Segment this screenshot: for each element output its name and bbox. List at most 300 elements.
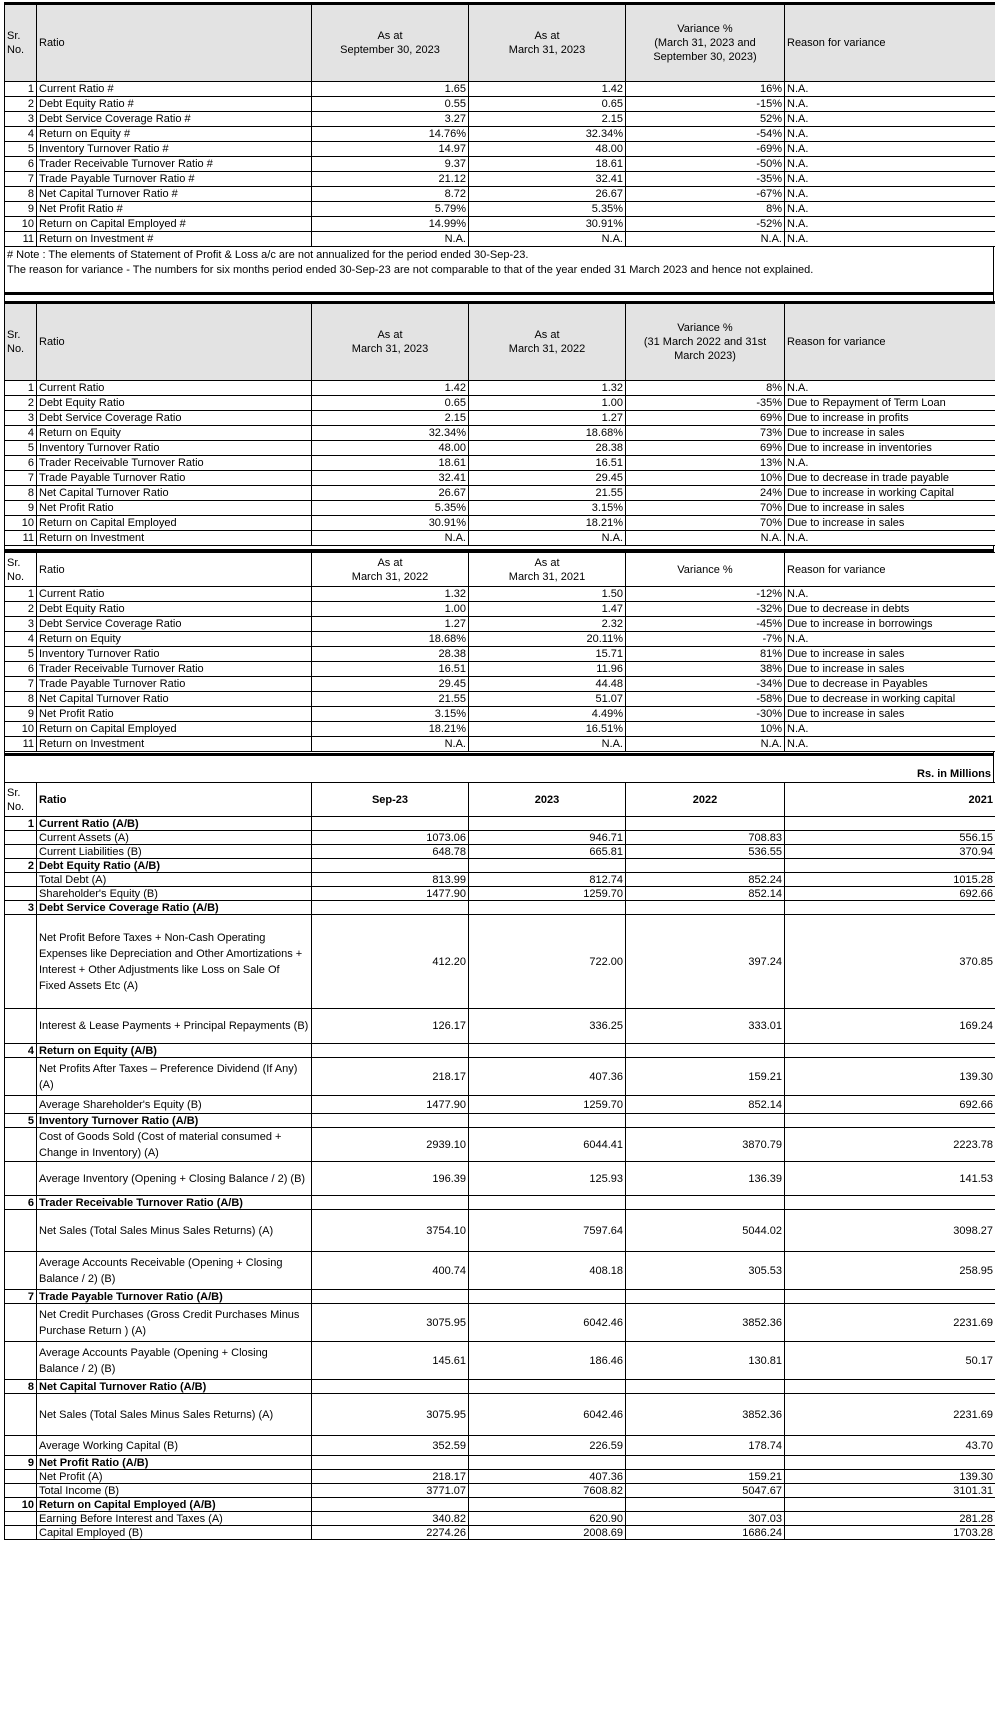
component-row [5, 1128, 995, 1162]
variance-cell: -15% [626, 97, 785, 112]
value-cell [469, 1498, 626, 1512]
value-cell: 5044.02 [626, 1210, 785, 1252]
component-label: Interest & Lease Payments + Principal Repayments (B) [37, 1009, 312, 1044]
col-header-mar-2021: As at March 31, 2021 [469, 553, 626, 587]
component-row [5, 1394, 995, 1436]
col-header-mar-2022: As at March 31, 2022 [469, 303, 626, 381]
reason-cell: Due to increase in profits [785, 411, 995, 426]
value-cell: 125.93 [469, 1162, 626, 1196]
value-cell [626, 1290, 785, 1304]
variance-cell: 69% [626, 441, 785, 456]
value-cell: 397.24 [626, 915, 785, 1009]
value-cell: 2.32 [469, 617, 626, 632]
sr-no-cell [5, 845, 37, 859]
value-cell [312, 817, 469, 831]
value-cell: 536.55 [626, 845, 785, 859]
value-cell [469, 859, 626, 873]
value-cell: 6044.41 [469, 1128, 626, 1162]
value-cell: 3.15% [469, 501, 626, 516]
value-cell: 178.74 [626, 1436, 785, 1456]
ratio-section-title: Return on Capital Employed (A/B) [37, 1498, 312, 1512]
col-header-reason: Reason for variance [785, 553, 995, 587]
value-cell: 50.17 [785, 1342, 995, 1380]
table-row [5, 662, 995, 677]
value-cell: 946.71 [469, 831, 626, 845]
value-cell: 0.55 [312, 97, 469, 112]
value-cell [312, 1456, 469, 1470]
sr-no-cell: 10 [5, 722, 37, 737]
component-row [5, 1096, 995, 1114]
value-cell: 5047.67 [626, 1484, 785, 1498]
value-cell [626, 1044, 785, 1058]
ratio-section-title: Trade Payable Turnover Ratio (A/B) [37, 1290, 312, 1304]
table-row [5, 722, 995, 737]
variance-cell: 10% [626, 722, 785, 737]
component-label: Net Profit Before Taxes + Non-Cash Operating Expenses like Depreciation and Other Amortizations + Interest + Other Adjustments like Loss on Sale Of Fixed Assets Etc (A) [37, 915, 312, 1009]
value-cell: 1.00 [312, 602, 469, 617]
value-cell: 1259.70 [469, 887, 626, 901]
variance-cell: -45% [626, 617, 785, 632]
table-row [5, 112, 995, 127]
component-row [5, 1009, 995, 1044]
variance-cell: 73% [626, 426, 785, 441]
value-cell: 708.83 [626, 831, 785, 845]
variance-cell: 81% [626, 647, 785, 662]
value-cell [469, 901, 626, 915]
reason-cell: N.A. [785, 232, 995, 247]
value-cell: 1477.90 [312, 887, 469, 901]
ratio-name-cell: Return on Equity [37, 632, 312, 647]
sr-no-cell: 1 [5, 381, 37, 396]
component-row [5, 1526, 995, 1540]
ratio-name-cell: Inventory Turnover Ratio [37, 647, 312, 662]
value-cell [626, 1114, 785, 1128]
col-header-variance: Variance % [626, 553, 785, 587]
table-row [5, 142, 995, 157]
value-cell: 1.32 [312, 587, 469, 602]
value-cell [785, 1044, 995, 1058]
ratio-name-cell: Debt Service Coverage Ratio [37, 617, 312, 632]
value-cell: 3075.95 [312, 1304, 469, 1342]
ratio-name-cell: Return on Capital Employed # [37, 217, 312, 232]
variance-cell: -69% [626, 142, 785, 157]
value-cell: N.A. [312, 232, 469, 247]
ratio-name-cell: Net Capital Turnover Ratio [37, 486, 312, 501]
ratio-name-cell: Return on Investment [37, 737, 312, 752]
value-cell: 139.30 [785, 1470, 995, 1484]
sr-no-cell: 10 [5, 1498, 37, 1512]
value-cell: 692.66 [785, 887, 995, 901]
component-label: Net Profits After Taxes – Preference Dividend (If Any) (A) [37, 1058, 312, 1096]
value-cell [626, 1196, 785, 1210]
value-cell [312, 1498, 469, 1512]
reason-cell: N.A. [785, 97, 995, 112]
col-header-sep-2023: As at September 30, 2023 [312, 4, 469, 82]
table-row [5, 411, 995, 426]
reason-cell: N.A. [785, 157, 995, 172]
value-cell [785, 817, 995, 831]
ratio-name-cell: Debt Equity Ratio [37, 602, 312, 617]
value-cell: 5.35% [312, 501, 469, 516]
table-row [5, 172, 995, 187]
value-cell: 18.68% [312, 632, 469, 647]
value-cell: 1.27 [312, 617, 469, 632]
value-cell: 21.55 [469, 486, 626, 501]
component-label: Net Sales (Total Sales Minus Sales Returns) (A) [37, 1394, 312, 1436]
variance-cell: 8% [626, 202, 785, 217]
variance-cell: 69% [626, 411, 785, 426]
ratio-section-title: Debt Service Coverage Ratio (A/B) [37, 901, 312, 915]
sr-no-cell: 3 [5, 901, 37, 915]
value-cell [785, 1498, 995, 1512]
sr-no-cell [5, 1096, 37, 1114]
table-row [5, 157, 995, 172]
value-cell: 186.46 [469, 1342, 626, 1380]
table-header-row [5, 783, 995, 817]
variance-cell: N.A. [626, 232, 785, 247]
table-row [5, 516, 995, 531]
component-label: Earning Before Interest and Taxes (A) [37, 1512, 312, 1526]
value-cell: 126.17 [312, 1009, 469, 1044]
value-cell: N.A. [469, 737, 626, 752]
sr-no-cell: 6 [5, 1196, 37, 1210]
value-cell: 1.42 [312, 381, 469, 396]
sr-no-cell: 9 [5, 1456, 37, 1470]
ratio-name-cell: Debt Service Coverage Ratio [37, 411, 312, 426]
table-header-row [5, 553, 995, 587]
reason-cell: N.A. [785, 82, 995, 97]
sr-no-cell: 5 [5, 1114, 37, 1128]
sr-no-cell: 1 [5, 817, 37, 831]
ratio-name-cell: Debt Service Coverage Ratio # [37, 112, 312, 127]
ratio-name-cell: Current Ratio [37, 587, 312, 602]
reason-cell: Due to increase in sales [785, 662, 995, 677]
value-cell: 407.36 [469, 1470, 626, 1484]
ratio-name-cell: Trade Payable Turnover Ratio # [37, 172, 312, 187]
value-cell: 32.41 [469, 172, 626, 187]
value-cell: 18.61 [469, 157, 626, 172]
component-label: Cost of Goods Sold (Cost of material consumed + Change in Inventory) (A) [37, 1128, 312, 1162]
sr-no-cell: 7 [5, 677, 37, 692]
sr-no-cell [5, 1436, 37, 1456]
variance-cell: 70% [626, 501, 785, 516]
ratio-name-cell: Trader Receivable Turnover Ratio [37, 456, 312, 471]
value-cell: 4.49% [469, 707, 626, 722]
sr-no-cell: 6 [5, 662, 37, 677]
table-row [5, 381, 995, 396]
value-cell: 1.47 [469, 602, 626, 617]
value-cell: 139.30 [785, 1058, 995, 1096]
sr-no-cell: 4 [5, 632, 37, 647]
ratio-name-cell: Trade Payable Turnover Ratio [37, 471, 312, 486]
ratio-section-row [5, 1290, 995, 1304]
sr-no-cell [5, 1342, 37, 1380]
sr-no-cell [5, 1526, 37, 1540]
sr-no-cell [5, 1210, 37, 1252]
variance-cell: -67% [626, 187, 785, 202]
variance-cell: 8% [626, 381, 785, 396]
sr-no-cell: 2 [5, 602, 37, 617]
reason-cell: Due to Repayment of Term Loan [785, 396, 995, 411]
value-cell: 2231.69 [785, 1394, 995, 1436]
value-cell [312, 1044, 469, 1058]
ratio-table-mar2023 [4, 301, 995, 546]
value-cell: 407.36 [469, 1058, 626, 1096]
variance-cell: 24% [626, 486, 785, 501]
table-row [5, 97, 995, 112]
value-cell: 0.65 [312, 396, 469, 411]
sr-no-cell: 9 [5, 501, 37, 516]
col-header-mar-2023: As at March 31, 2023 [469, 4, 626, 82]
value-cell [785, 1114, 995, 1128]
ratio-name-cell: Current Ratio # [37, 82, 312, 97]
value-cell [469, 1196, 626, 1210]
reason-cell: N.A. [785, 112, 995, 127]
reason-cell: Due to decrease in working capital [785, 692, 995, 707]
ratio-name-cell: Net Profit Ratio # [37, 202, 312, 217]
ratio-section-row [5, 1498, 995, 1512]
sr-no-cell: 5 [5, 142, 37, 157]
table-row [5, 632, 995, 647]
value-cell: 258.95 [785, 1252, 995, 1290]
value-cell: 370.85 [785, 915, 995, 1009]
variance-cell: 70% [626, 516, 785, 531]
value-cell: N.A. [312, 531, 469, 546]
value-cell: 281.28 [785, 1512, 995, 1526]
reason-cell: N.A. [785, 127, 995, 142]
component-label: Average Shareholder's Equity (B) [37, 1096, 312, 1114]
component-row [5, 1470, 995, 1484]
value-cell: 3101.31 [785, 1484, 995, 1498]
reason-cell: N.A. [785, 531, 995, 546]
ratio-section-title: Current Ratio (A/B) [37, 817, 312, 831]
value-cell: 852.14 [626, 887, 785, 901]
value-cell: 1477.90 [312, 1096, 469, 1114]
ratio-name-cell: Return on Equity # [37, 127, 312, 142]
ratio-section-row [5, 859, 995, 873]
value-cell: 130.81 [626, 1342, 785, 1380]
value-cell: 51.07 [469, 692, 626, 707]
table1-notes [4, 247, 994, 295]
component-row [5, 1058, 995, 1096]
variance-cell: 16% [626, 82, 785, 97]
reason-cell: N.A. [785, 632, 995, 647]
reason-cell: Due to increase in inventories [785, 441, 995, 456]
ratio-section-title: Inventory Turnover Ratio (A/B) [37, 1114, 312, 1128]
value-cell: 7597.64 [469, 1210, 626, 1252]
component-label: Net Credit Purchases (Gross Credit Purchases Minus Purchase Return ) (A) [37, 1304, 312, 1342]
ratio-section-row [5, 1380, 995, 1394]
value-cell: 5.35% [469, 202, 626, 217]
value-cell: 412.20 [312, 915, 469, 1009]
value-cell: 333.01 [626, 1009, 785, 1044]
reason-cell: N.A. [785, 217, 995, 232]
component-label: Total Debt (A) [37, 873, 312, 887]
table-header-row [5, 4, 995, 82]
value-cell: 21.12 [312, 172, 469, 187]
ratio-name-cell: Trade Payable Turnover Ratio [37, 677, 312, 692]
component-row [5, 1252, 995, 1290]
sr-no-cell: 7 [5, 1290, 37, 1304]
component-row [5, 845, 995, 859]
value-cell: 14.97 [312, 142, 469, 157]
sr-no-cell [5, 1484, 37, 1498]
ratio-name-cell: Trader Receivable Turnover Ratio # [37, 157, 312, 172]
sr-no-cell: 10 [5, 217, 37, 232]
sr-no-cell: 1 [5, 82, 37, 97]
sr-no-cell: 11 [5, 232, 37, 247]
col-header-ratio: Ratio [37, 303, 312, 381]
sr-no-cell: 7 [5, 471, 37, 486]
col-header-reason: Reason for variance [785, 303, 995, 381]
value-cell: 3.27 [312, 112, 469, 127]
sr-no-cell: 3 [5, 411, 37, 426]
value-cell: 1703.28 [785, 1526, 995, 1540]
value-cell [785, 859, 995, 873]
value-cell: 44.48 [469, 677, 626, 692]
value-cell: 30.91% [469, 217, 626, 232]
value-cell: 1.65 [312, 82, 469, 97]
ratio-table-mar2022 [4, 552, 995, 752]
value-cell [312, 1380, 469, 1394]
reason-cell: Due to increase in borrowings [785, 617, 995, 632]
value-cell: 3870.79 [626, 1128, 785, 1162]
col-header-2021: 2021 [785, 783, 995, 817]
value-cell: N.A. [469, 232, 626, 247]
component-row [5, 1304, 995, 1342]
col-header-sep-23: Sep-23 [312, 783, 469, 817]
value-cell: 1.32 [469, 381, 626, 396]
table-row [5, 707, 995, 722]
value-cell [626, 1498, 785, 1512]
value-cell: 145.61 [312, 1342, 469, 1380]
sr-no-cell: 5 [5, 647, 37, 662]
component-label: Current Liabilities (B) [37, 845, 312, 859]
variance-cell: -32% [626, 602, 785, 617]
value-cell: 400.74 [312, 1252, 469, 1290]
ratio-name-cell: Current Ratio [37, 381, 312, 396]
value-cell [785, 901, 995, 915]
ratio-section-row [5, 1456, 995, 1470]
value-cell: 3754.10 [312, 1210, 469, 1252]
value-cell [469, 1044, 626, 1058]
sr-no-cell: 11 [5, 737, 37, 752]
sr-no-cell: 6 [5, 456, 37, 471]
table-row [5, 232, 995, 247]
col-header-ratio: Ratio [37, 553, 312, 587]
sr-no-cell [5, 887, 37, 901]
value-cell: 1.27 [469, 411, 626, 426]
ratio-name-cell: Debt Equity Ratio [37, 396, 312, 411]
value-cell [312, 901, 469, 915]
ratio-name-cell: Net Capital Turnover Ratio [37, 692, 312, 707]
reason-cell: Due to increase in sales [785, 647, 995, 662]
value-cell: 1.00 [469, 396, 626, 411]
value-cell: 2939.10 [312, 1128, 469, 1162]
ratio-name-cell: Debt Equity Ratio # [37, 97, 312, 112]
component-row [5, 1342, 995, 1380]
component-row [5, 915, 995, 1009]
value-cell: 1073.06 [312, 831, 469, 845]
value-cell: 408.18 [469, 1252, 626, 1290]
sr-no-cell: 4 [5, 1044, 37, 1058]
component-label: Average Accounts Payable (Opening + Closing Balance / 2) (B) [37, 1342, 312, 1380]
value-cell: N.A. [312, 737, 469, 752]
component-row [5, 831, 995, 845]
value-cell: 352.59 [312, 1436, 469, 1456]
ratio-analysis-document [4, 2, 994, 1540]
col-header-variance: Variance % (31 March 2022 and 31st March 2023) [626, 303, 785, 381]
reason-cell: Due to increase in sales [785, 426, 995, 441]
variance-cell: -34% [626, 677, 785, 692]
units-label: Rs. in Millions [4, 756, 994, 782]
variance-cell: -52% [626, 217, 785, 232]
reason-cell: Due to decrease in Payables [785, 677, 995, 692]
reason-cell: Due to decrease in trade payable [785, 471, 995, 486]
table-row [5, 587, 995, 602]
table-row [5, 441, 995, 456]
component-label: Average Inventory (Opening + Closing Balance / 2) (B) [37, 1162, 312, 1196]
value-cell: 18.21% [312, 722, 469, 737]
value-cell [785, 1456, 995, 1470]
annualization-note: # Note : The elements of Statement of Profit & Loss a/c are not annualized for the period ended 30-Sep-23. [7, 249, 529, 261]
variance-reason-note: The reason for variance - The numbers for six months period ended 30-Sep-23 are not comparable to that of the year ended 31 March 2023 and hence not explained. [7, 264, 814, 276]
value-cell: 1015.28 [785, 873, 995, 887]
value-cell: 3098.27 [785, 1210, 995, 1252]
variance-cell: N.A. [626, 531, 785, 546]
variance-cell: -50% [626, 157, 785, 172]
table-row [5, 677, 995, 692]
reason-cell: Due to decrease in debts [785, 602, 995, 617]
reason-cell: Due to increase in sales [785, 707, 995, 722]
sr-no-cell [5, 1252, 37, 1290]
value-cell: 1686.24 [626, 1526, 785, 1540]
col-header-sr-no: Sr. No. [5, 4, 37, 82]
sr-no-cell [5, 1162, 37, 1196]
value-cell: 2274.26 [312, 1526, 469, 1540]
value-cell: 0.65 [469, 97, 626, 112]
value-cell: 16.51 [469, 456, 626, 471]
value-cell: 852.24 [626, 873, 785, 887]
ratio-name-cell: Inventory Turnover Ratio # [37, 142, 312, 157]
ratio-section-title: Net Capital Turnover Ratio (A/B) [37, 1380, 312, 1394]
value-cell: 1.42 [469, 82, 626, 97]
variance-cell: -7% [626, 632, 785, 647]
value-cell: 6042.46 [469, 1394, 626, 1436]
value-cell: 2223.78 [785, 1128, 995, 1162]
reason-cell: N.A. [785, 187, 995, 202]
col-header-variance: Variance % (March 31, 2023 and September 30, 2023) [626, 4, 785, 82]
value-cell: 648.78 [312, 845, 469, 859]
ratio-section-row [5, 1044, 995, 1058]
table-header-row [5, 303, 995, 381]
ratio-name-cell: Net Profit Ratio [37, 707, 312, 722]
component-row [5, 873, 995, 887]
value-cell: 307.03 [626, 1512, 785, 1526]
table-row [5, 617, 995, 632]
value-cell [626, 1380, 785, 1394]
reason-cell: N.A. [785, 587, 995, 602]
variance-cell: -35% [626, 172, 785, 187]
value-cell [785, 1380, 995, 1394]
variance-cell: -12% [626, 587, 785, 602]
value-cell: 305.53 [626, 1252, 785, 1290]
ratio-section-title: Trader Receivable Turnover Ratio (A/B) [37, 1196, 312, 1210]
value-cell: 32.41 [312, 471, 469, 486]
value-cell [469, 1290, 626, 1304]
table-row [5, 127, 995, 142]
ratio-name-cell: Return on Capital Employed [37, 516, 312, 531]
